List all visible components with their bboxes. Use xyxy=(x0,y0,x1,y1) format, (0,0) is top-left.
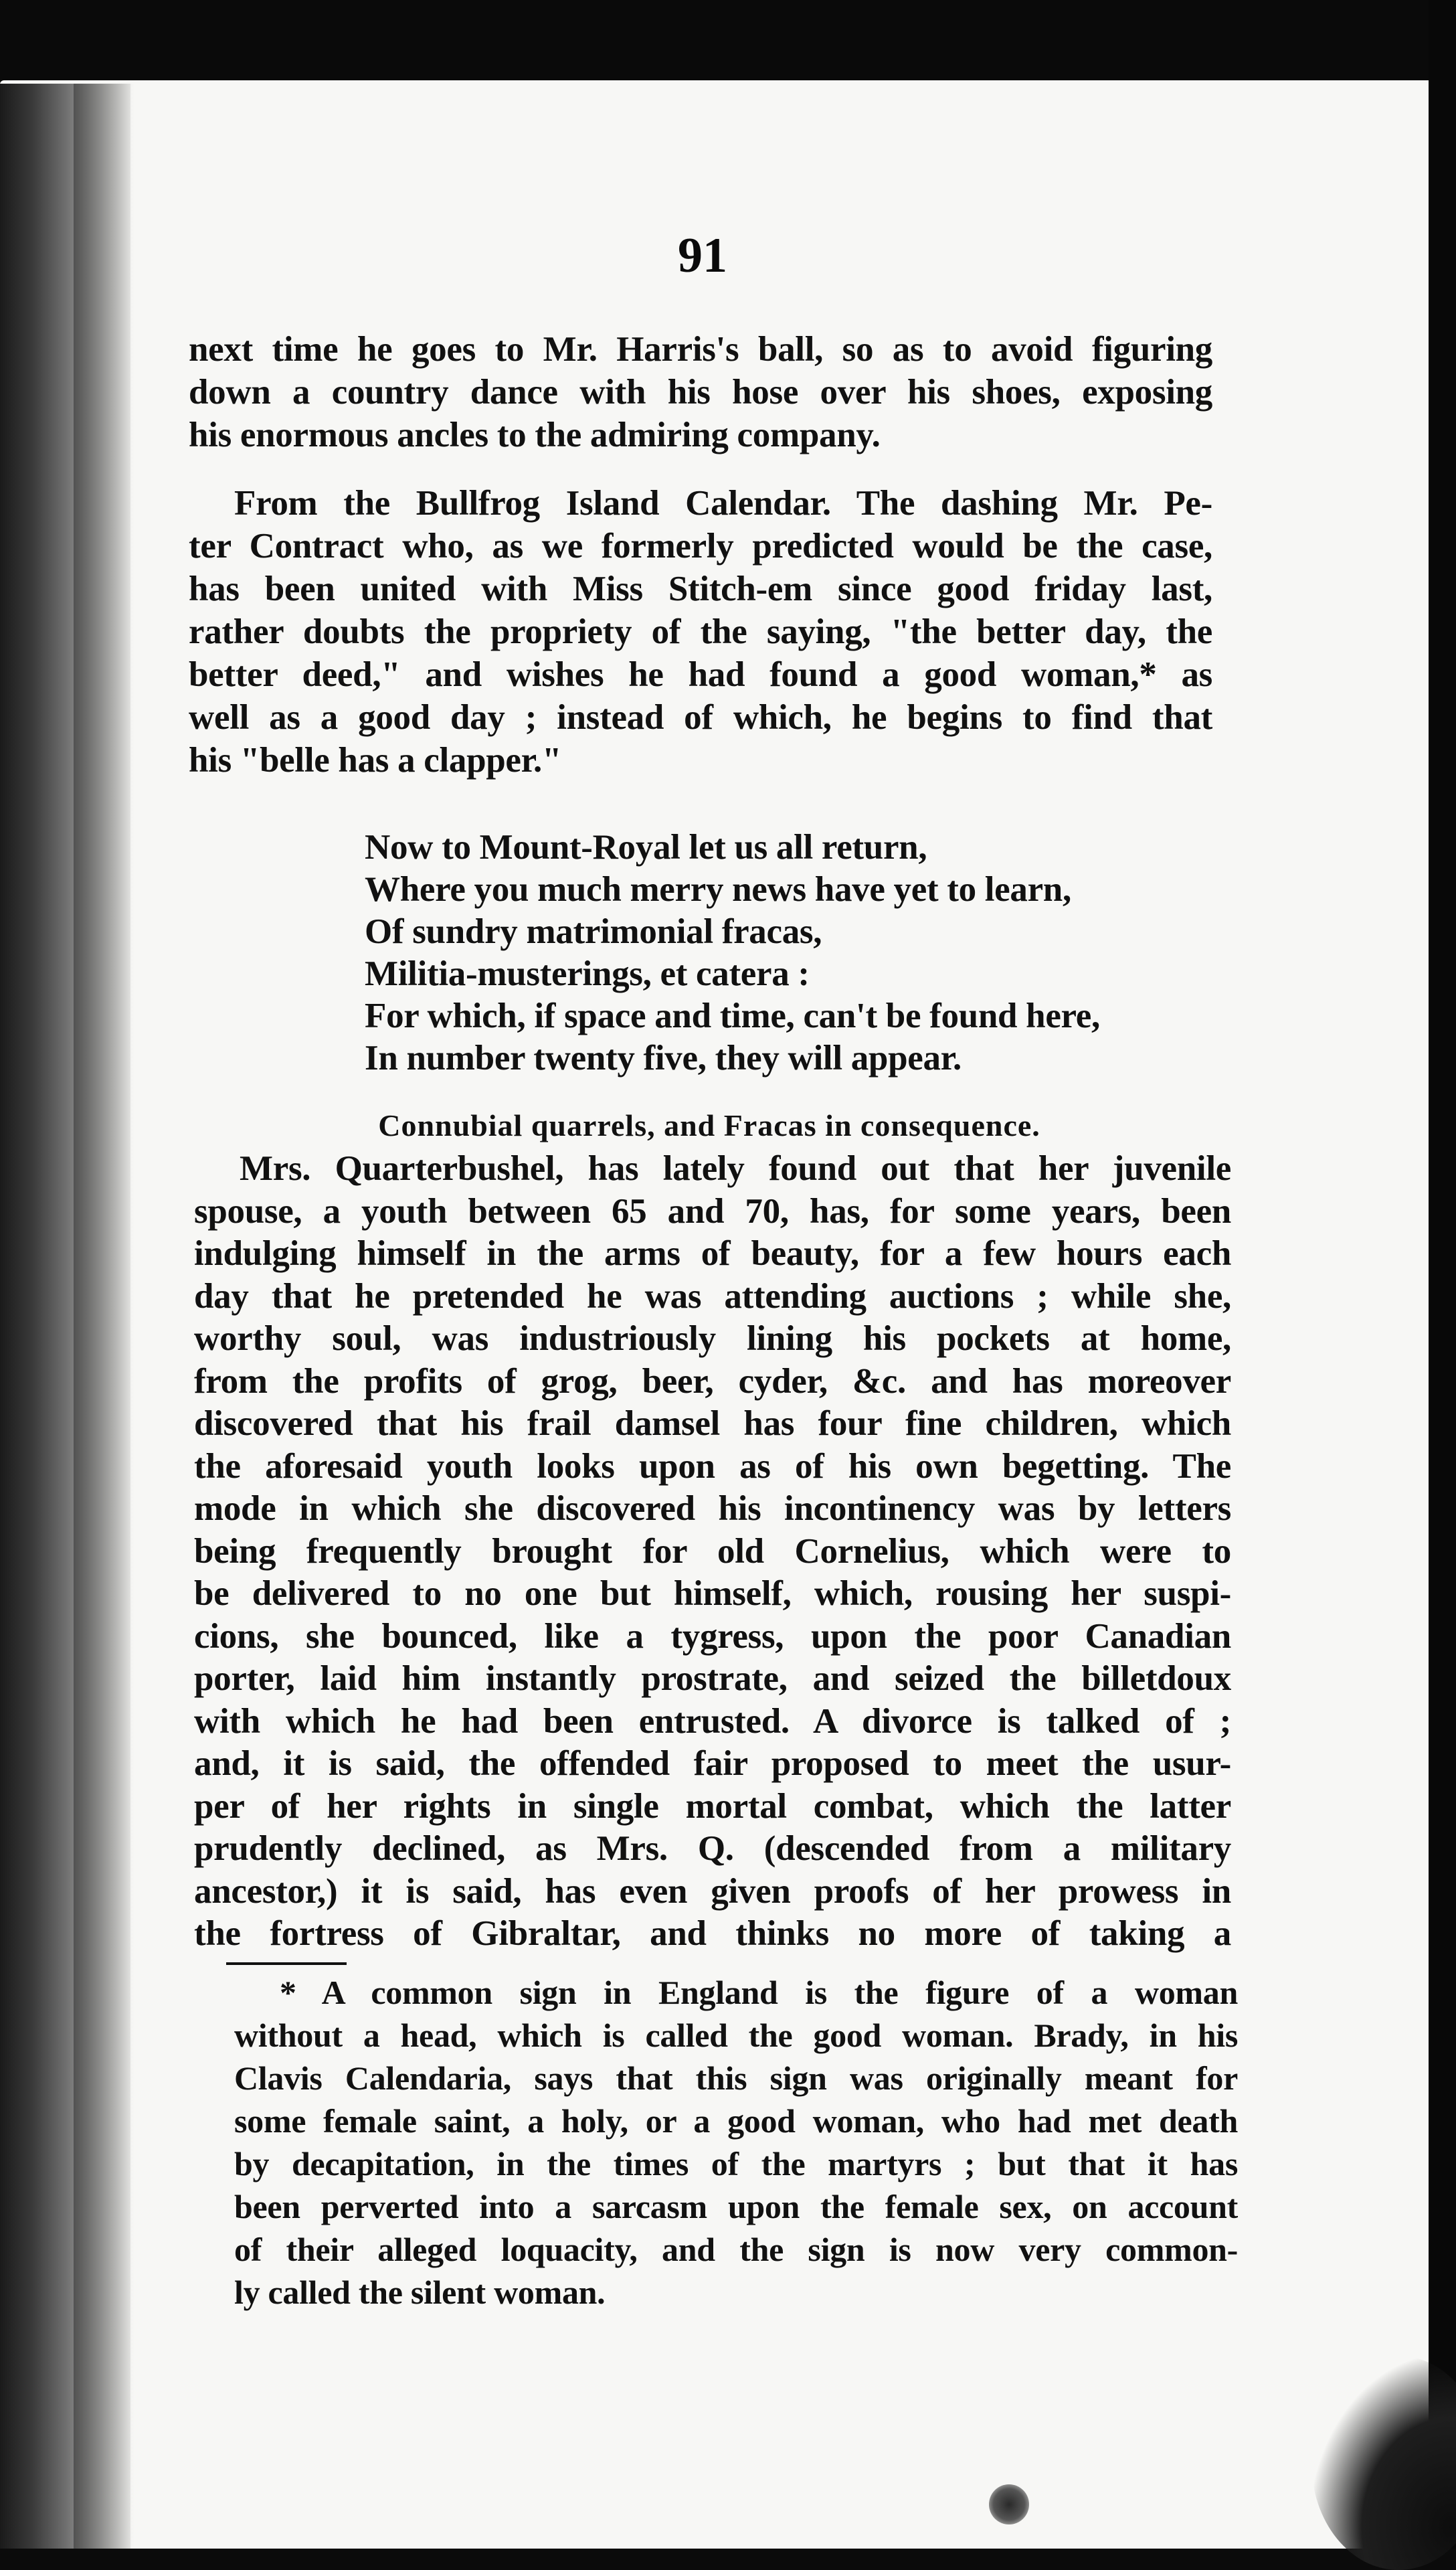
paragraph-continuation xyxy=(189,328,1212,456)
footnote-line: by decapitation, in the times of the martyrs ; but that it has xyxy=(234,2145,1238,2182)
text-line: next time he goes to Mr. Harris's ball, so as to avoid figuring xyxy=(189,330,1212,369)
text-line: spouse, a youth between 65 and 70, has, for some years, been xyxy=(194,1191,1231,1231)
text-line: cions, she bounced, like a tygress, upon the poor Canadian xyxy=(194,1616,1231,1656)
text-line: per of her rights in single mortal combat, which the latter xyxy=(194,1786,1231,1826)
text-line: his enormous ancles to the admiring company. xyxy=(189,416,881,454)
verse-line: In number twenty five, they will appear. xyxy=(365,1039,962,1078)
ink-blot xyxy=(989,2484,1029,2524)
section-heading: Connubial quarrels, and Fracas in consequence. xyxy=(378,1108,1040,1142)
text-line: be delivered to no one but himself, which, rousing her suspi- xyxy=(194,1574,1231,1613)
footnote-line: of their alleged loquacity, and the sign is now very common- xyxy=(234,2231,1238,2268)
text-line: worthy soul, was industriously lining his pockets at home, xyxy=(194,1319,1231,1358)
text-line: his "belle has a clapper." xyxy=(189,741,562,780)
text-line: From the Bullfrog Island Calendar. The dashing Mr. Pe- xyxy=(234,484,1212,523)
text-line: the aforesaid youth looks upon as of his own begetting. The xyxy=(194,1446,1231,1486)
text-line: better deed," and wishes he had found a good woman,* as xyxy=(189,655,1212,694)
verse-line: Where you much merry news have yet to learn, xyxy=(365,870,1071,909)
footnote-line: Clavis Calendaria, says that this sign was originally meant for xyxy=(234,2059,1238,2097)
text-line: with which he had been entrusted. A divorce is talked of ; xyxy=(194,1701,1231,1741)
gutter-shadow xyxy=(74,84,134,2549)
text-line: has been united with Miss Stitch-em since good friday last, xyxy=(189,570,1212,608)
footnote-rule xyxy=(226,1962,347,1965)
footnote-line: ly called the silent woman. xyxy=(234,2274,606,2311)
text-line: being frequently brought for old Cornelius, which were to xyxy=(194,1531,1231,1571)
verse-line: Now to Mount-Royal let us all return, xyxy=(365,828,927,867)
text-line: Mrs. Quarterbushel, has lately found out that her juvenile xyxy=(240,1149,1231,1188)
text-line: and, it is said, the offended fair proposed to meet the usur- xyxy=(194,1744,1231,1783)
text-line: day that he pretended he was attending auctions ; while she, xyxy=(194,1276,1231,1316)
text-line: discovered that his frail damsel has four fine children, which xyxy=(194,1404,1231,1443)
text-line: prudently declined, as Mrs. Q. (descended from a military xyxy=(194,1829,1231,1868)
footnote-line: * A common sign in England is the figure of a woman xyxy=(280,1974,1238,2011)
text-line: rather doubts the propriety of the saying, "the better day, the xyxy=(189,612,1212,651)
text-line: porter, laid him instantly prostrate, and seized the billetdoux xyxy=(194,1659,1231,1698)
text-line: well as a good day ; instead of which, he begins to find that xyxy=(189,698,1212,737)
paragraph-bullfrog-calendar xyxy=(189,482,1212,782)
text-line: indulging himself in the arms of beauty, for a few hours each xyxy=(194,1234,1231,1273)
verse-line: For which, if space and time, can't be found here, xyxy=(365,997,1100,1035)
text-line: mode in which she discovered his incontinency was by letters xyxy=(194,1489,1231,1528)
verse-stanza xyxy=(365,827,1235,1080)
scan-right-border xyxy=(1429,0,1456,2549)
footnote-line: been perverted into a sarcasm upon the female sex, on account xyxy=(234,2188,1238,2225)
text-line: ancestor,) it is said, has even given proofs of her prowess in xyxy=(194,1871,1231,1911)
text-line: from the profits of grog, beer, cyder, &c. and has moreover xyxy=(194,1361,1231,1401)
footnote-line: without a head, which is called the good woman. Brady, in his xyxy=(234,2017,1238,2054)
verse-line: Militia-musterings, et catera : xyxy=(365,954,810,993)
footnote xyxy=(234,1971,1238,2314)
text-line: ter Contract who, as we formerly predicted would be the case, xyxy=(189,527,1212,566)
text-line: the fortress of Gibraltar, and thinks no more of taking a xyxy=(194,1914,1231,1953)
text-line: down a country dance with his hose over his shoes, exposing xyxy=(189,373,1212,412)
footnote-line: some female saint, a holy, or a good woman, who had met death xyxy=(234,2102,1238,2140)
scan-top-border xyxy=(0,0,1456,87)
verse-line: Of sundry matrimonial fracas, xyxy=(365,912,822,951)
paragraph-quarterbushel xyxy=(194,1148,1231,1956)
page-number: 91 xyxy=(678,228,727,283)
